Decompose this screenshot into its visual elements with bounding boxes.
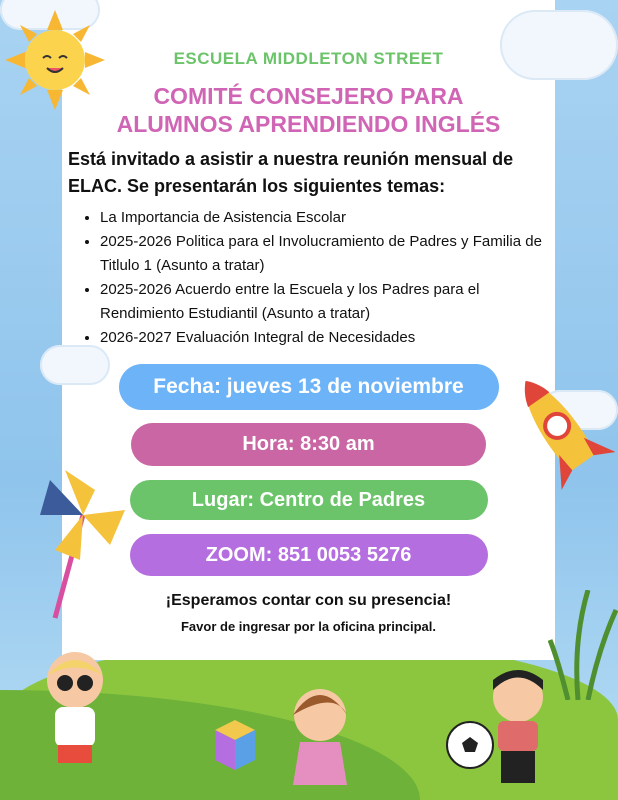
toy-block-icon: [210, 718, 260, 773]
topic-item: • 2026-2027 Evaluación Integral de Necesidades: [100, 326, 545, 350]
topic-item: • 2025-2026 Politica para el Involucramiento de Padres y Familia de Titlulo 1 (Asunto a tratar): [100, 230, 545, 278]
topics-list: [62, 206, 555, 350]
school-name: ESCUELA MIDDLETON STREET: [173, 49, 444, 68]
zoom-pill: ZOOM: 851 0053 5276: [130, 534, 488, 576]
child-illustration: [285, 680, 355, 795]
flyer-content: [62, 48, 555, 636]
title-line-1: COMITÉ CONSEJERO PARA: [153, 83, 464, 109]
topic-item: • La Importancia de Asistencia Escolar: [100, 206, 545, 230]
intro-text: Está invitado a asistir a nuestra reunión mensual de ELAC. Se presentarán los siguientes temas:: [68, 149, 514, 196]
plant-illustration: [548, 590, 618, 700]
date-pill: Fecha: jueves 13 de noviembre: [119, 364, 499, 410]
child-illustration: [488, 665, 548, 790]
title-line-2: ALUMNOS APRENDIENDO INGLÉS: [116, 111, 501, 137]
child-illustration: [40, 645, 110, 775]
place-pill: Lugar: Centro de Padres: [130, 480, 488, 520]
closing-text: ¡Esperamos contar con su presencia!: [165, 592, 452, 609]
entry-note: Favor de ingresar por la oficina principal.: [180, 619, 436, 634]
time-pill: Hora: 8:30 am: [131, 423, 486, 466]
flyer-title: [62, 82, 555, 138]
topic-item: • 2025-2026 Acuerdo entre la Escuela y los Padres para el Rendimiento Estudiantil (Asunto a tratar): [100, 278, 545, 326]
